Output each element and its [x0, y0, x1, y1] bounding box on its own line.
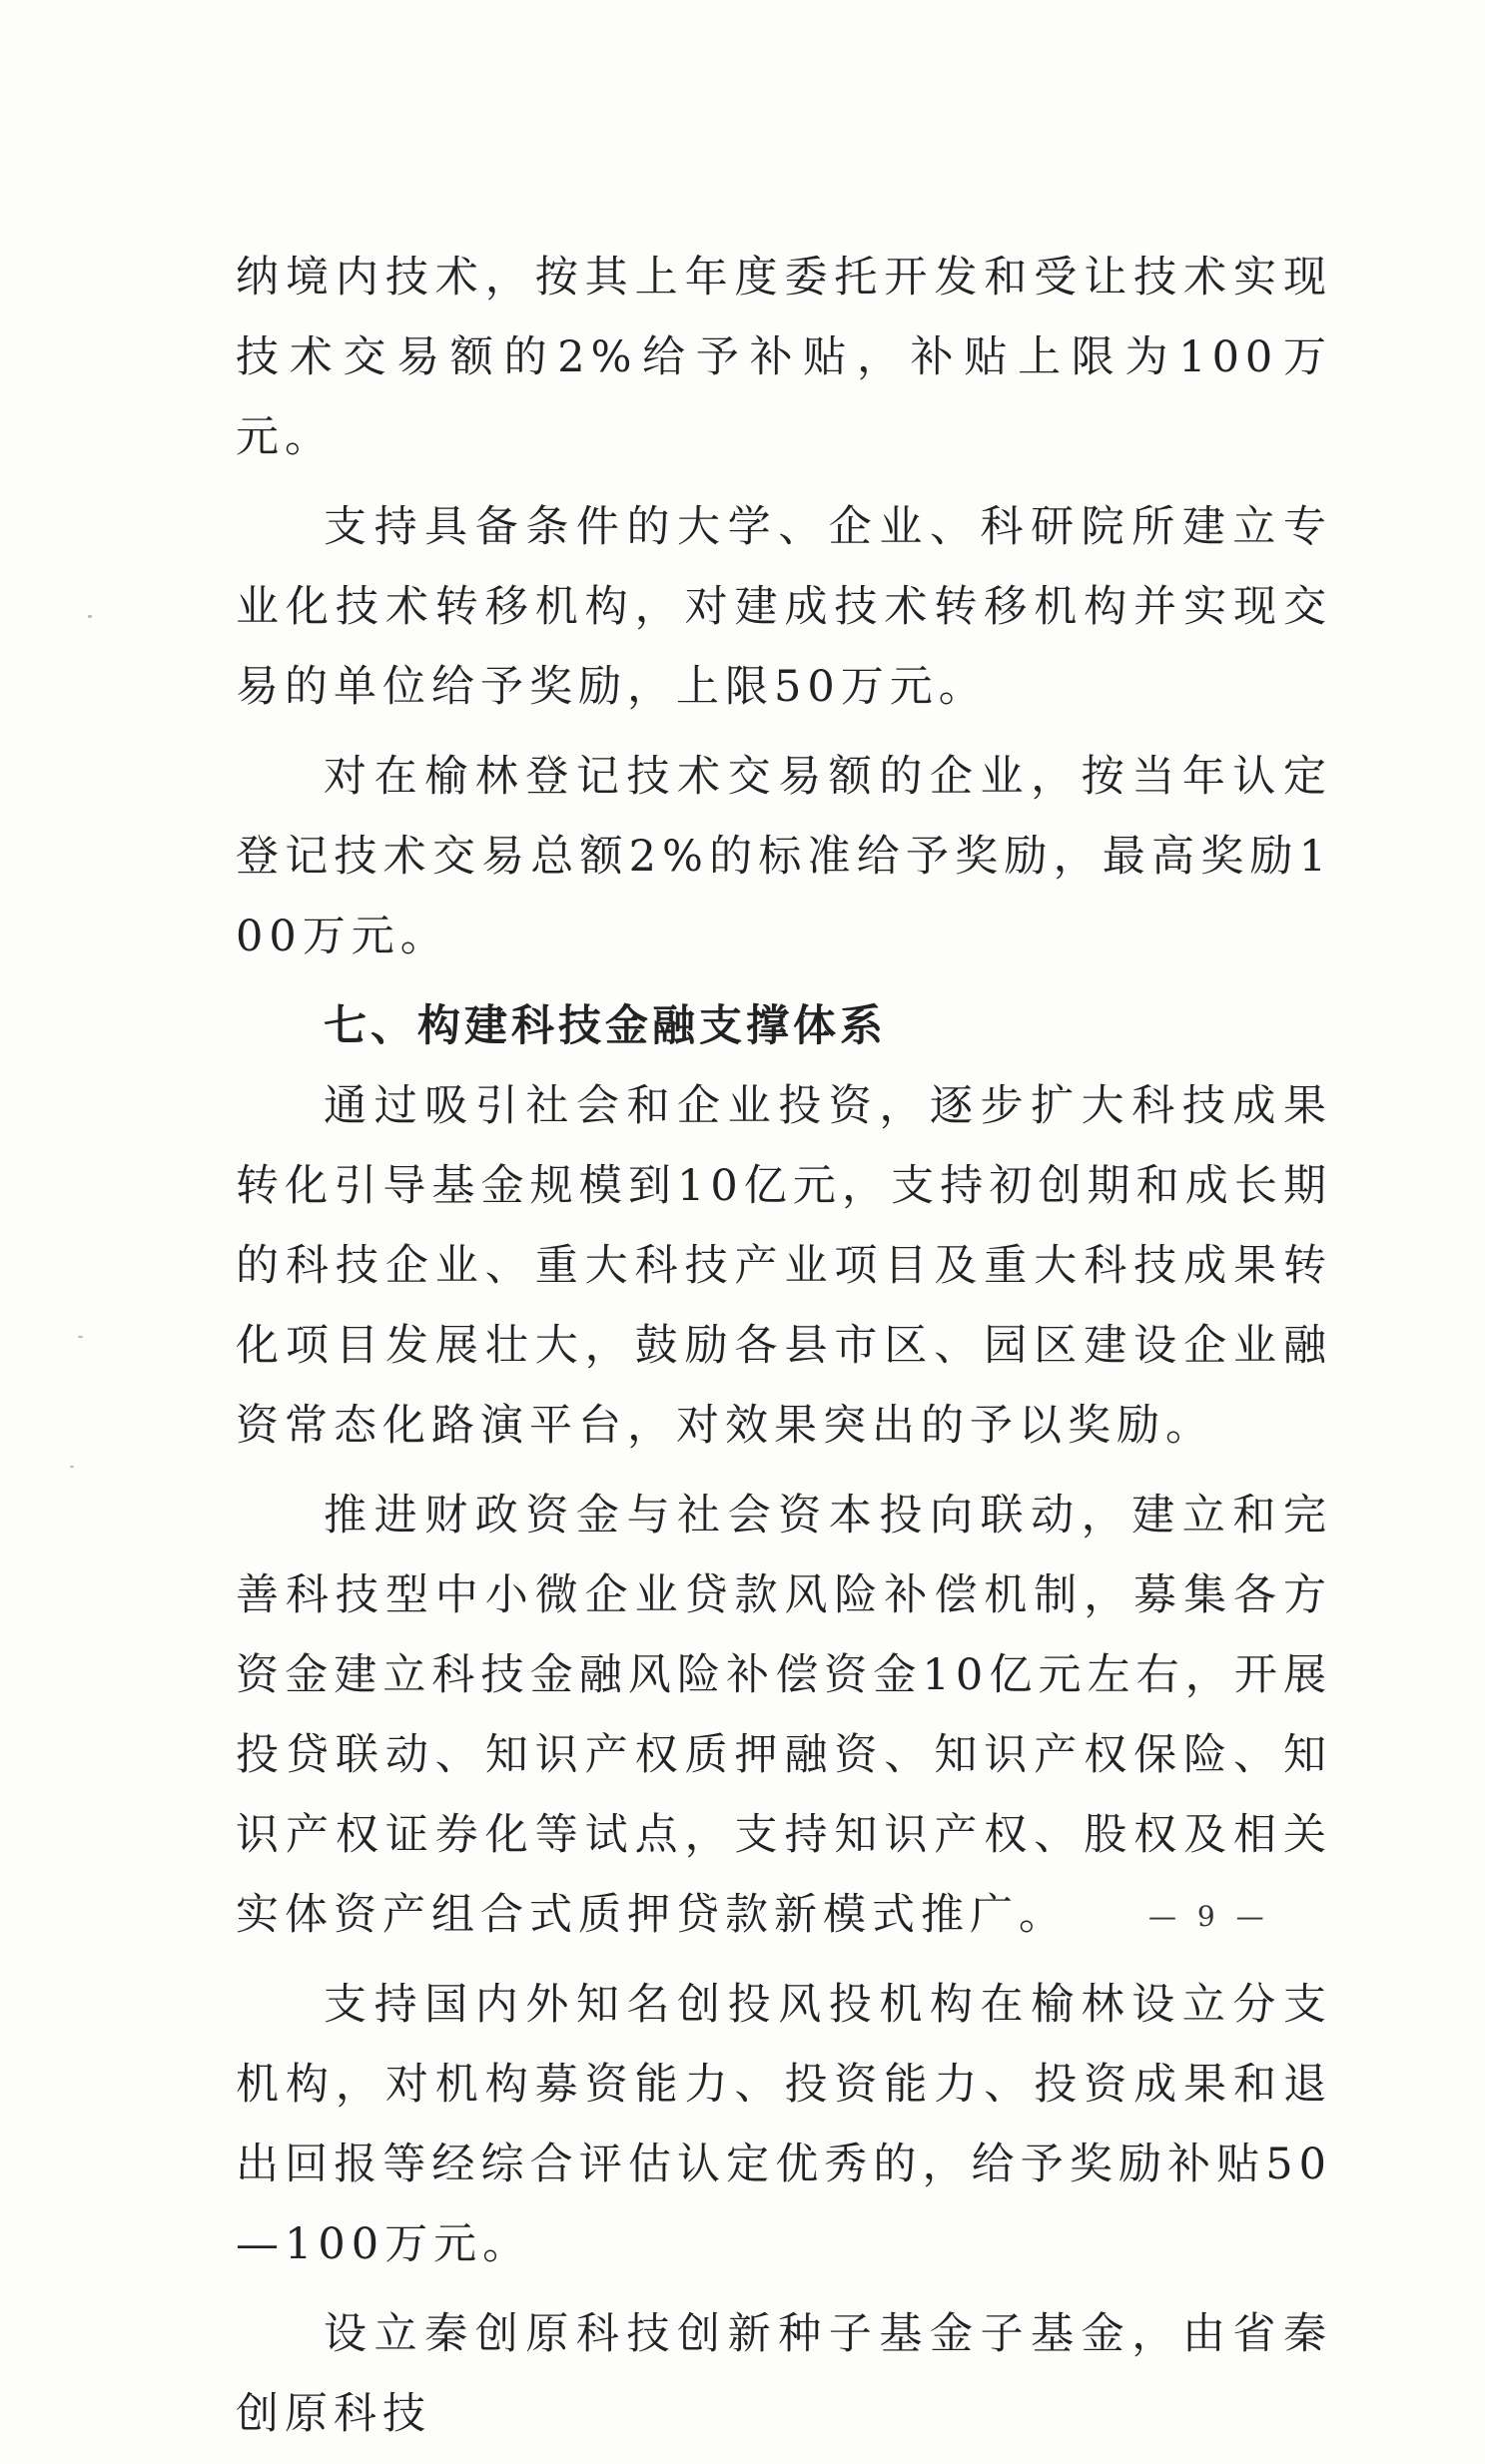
section-heading: 七、构建科技金融支撑体系 — [324, 1001, 887, 1051]
scan-speck — [88, 615, 92, 618]
scan-speck — [70, 1466, 74, 1468]
paragraph: 推进财政资金与社会资本投向联动，建立和完善科技型中小微企业贷款风险补偿机制，募集各方资金建立科技金融风险补偿资金10亿元左右，开展投贷联动、知识产权质押融资、知识产权保险、知识产权证券化等试点，支持知识产权、股权及相关实体资产组合式质押贷款新模式推广。 — [236, 1491, 1332, 1940]
paragraph: 设立秦创原科技创新种子基金子基金，由省秦创原科技 — [236, 2309, 1332, 2439]
page-number: — 9 — — [1148, 1900, 1270, 1933]
document-body — [236, 238, 1332, 2464]
paragraph: 支持国内外知名创投风投机构在榆林设立分支机构，对机构募资能力、投资能力、投资成果和退出回报等经综合评估认定优秀的，给予奖励补贴50—100万元。 — [236, 1980, 1332, 2269]
paragraph: 纳境内技术，按其上年度委托开发和受让技术实现技术交易额的2%给予补贴，补贴上限为100万元。 — [236, 253, 1332, 462]
scan-speck — [78, 1336, 83, 1338]
paragraph: 支持具备条件的大学、企业、科研院所建立专业化技术转移机构，对建成技术转移机构并实现交易的单位给予奖励，上限50万元。 — [236, 502, 1332, 712]
paragraph: 通过吸引社会和企业投资，逐步扩大科技成果转化引导基金规模到10亿元，支持初创期和成长期的科技企业、重大科技产业项目及重大科技成果转化项目发展壮大，鼓励各县市区、园区建设企业融资常态化路演平台，对效果突出的予以奖励。 — [236, 1081, 1332, 1451]
paragraph: 对在榆林登记技术交易额的企业，按当年认定登记技术交易总额2%的标准给予奖励，最高奖励100万元。 — [236, 752, 1332, 961]
